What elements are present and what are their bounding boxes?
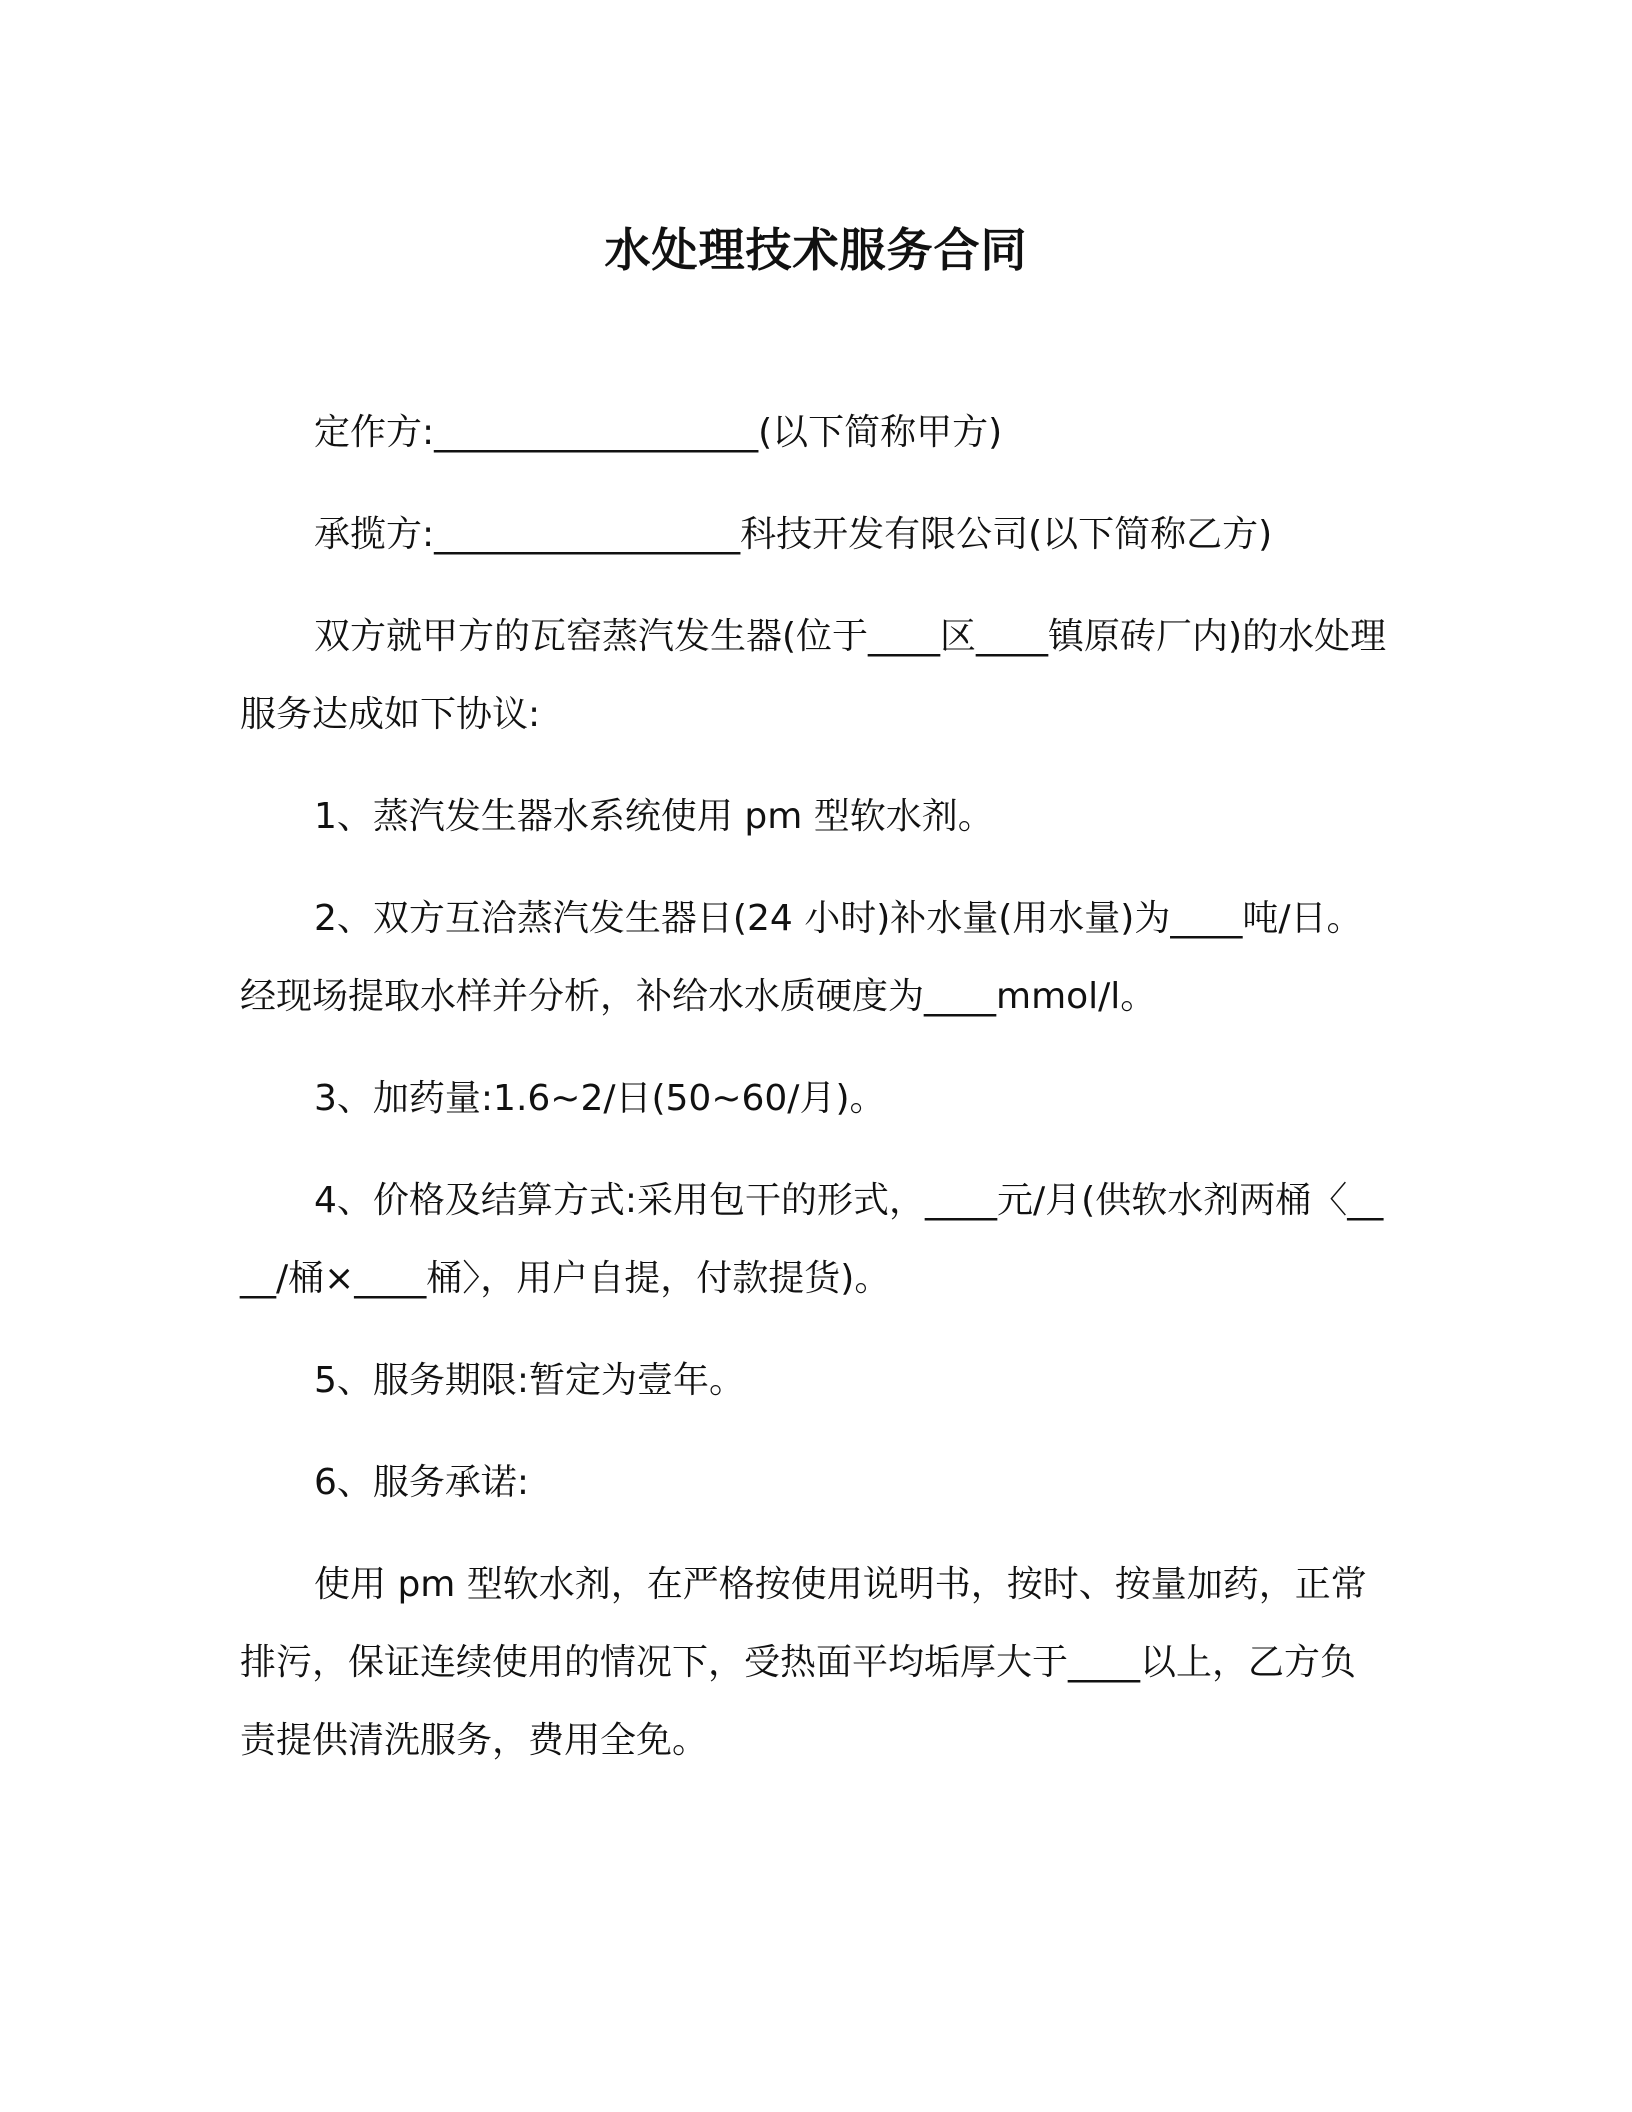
party-a-line: 定作方:__________________(以下简称甲方)	[314, 412, 1003, 453]
clause-6: 6、服务承诺:	[314, 1462, 530, 1503]
clause-5: 5、服务期限:暂定为壹年。	[314, 1360, 746, 1401]
agreement-intro: 双方就甲方的瓦窑蒸汽发生器(位于____区____镇原砖厂内)的水处理服务达成如下协议:	[240, 616, 1387, 735]
clause-1: 1、蒸汽发生器水系统使用 pm 型软水剂。	[314, 796, 994, 837]
clause-3: 3、加药量:1.6~2/日(50~60/月)。	[314, 1078, 886, 1119]
party-b-line: 承揽方:_________________科技开发有限公司(以下简称乙方)	[314, 514, 1273, 555]
clause-4: 4、价格及结算方式:采用包干的形式，____元/月(供软水剂两桶〈____/桶×____桶〉，用户自提，付款提货)。	[240, 1180, 1384, 1299]
clause-2: 2、双方互洽蒸汽发生器日(24 小时)补水量(用水量)为____吨/日。经现场提取水样并分析，补给水水质硬度为____mmol/l。	[240, 898, 1363, 1017]
service-commitment: 使用 pm 型软水剂，在严格按使用说明书，按时、按量加药，正常排污，保证连续使用的情况下，受热面平均垢厚大于____以上，乙方负责提供清洗服务，费用全免。	[240, 1564, 1367, 1761]
document-title: 水处理技术服务合同	[604, 223, 1028, 277]
document-body	[240, 394, 1390, 1804]
